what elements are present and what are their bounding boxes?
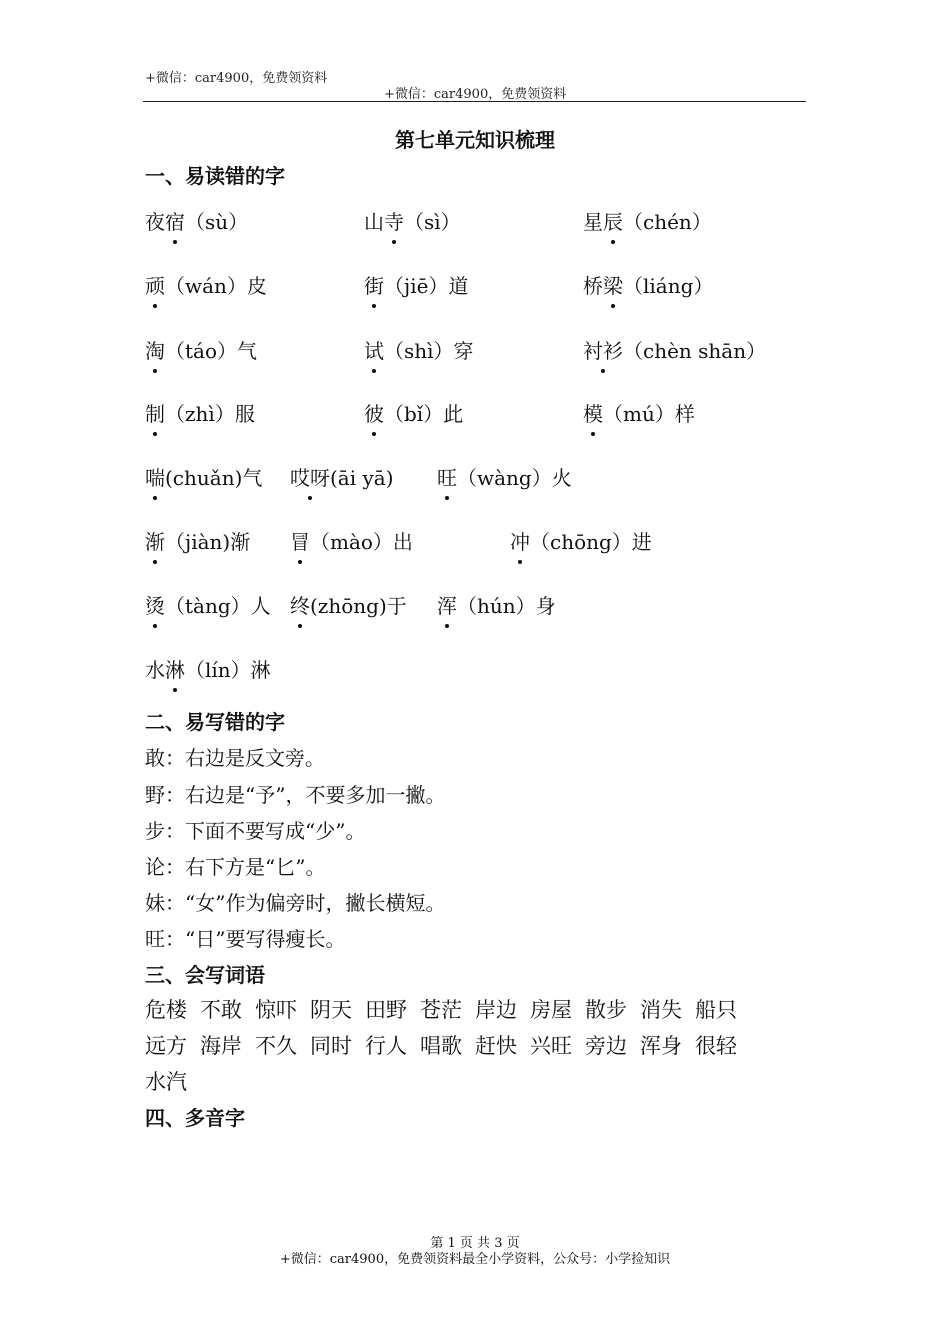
word-item: 消失 <box>640 998 682 1022</box>
word-item: 岸边 <box>475 998 517 1022</box>
section-heading-3: 三、会写词语 <box>145 963 265 987</box>
pinyin-item: 星辰（chén） <box>583 206 712 235</box>
header-divider <box>143 101 806 102</box>
word-item: 水汽 <box>145 1070 187 1094</box>
section-heading-4: 四、多音字 <box>145 1106 245 1130</box>
pinyin-item: 旺（wàng）火 <box>437 462 572 491</box>
word-item: 不敢 <box>200 998 242 1022</box>
header-watermark-left: +微信：car4900，免费领资料 <box>145 71 328 86</box>
rule-line: 妹：“女”作为偏旁时，撇长横短。 <box>145 891 446 915</box>
pinyin-item: 哎呀(āi yā) <box>290 462 394 491</box>
word-item: 赶快 <box>475 1034 517 1058</box>
word-item: 房屋 <box>530 998 572 1022</box>
rule-line: 步：下面不要写成“少”。 <box>145 819 366 843</box>
pinyin-item: 制（zhì）服 <box>145 398 255 427</box>
pinyin-item: 顽（wán）皮 <box>145 270 267 299</box>
pinyin-item: 渐（jiàn)渐 <box>145 526 250 555</box>
word-item: 唱歌 <box>420 1034 462 1058</box>
word-item: 苍茫 <box>420 998 462 1022</box>
pinyin-item: 彼（bǐ）此 <box>364 398 463 427</box>
footer-watermark: +微信：car4900，免费领资料最全小学资料，公众号：小学捡知识 <box>279 1252 671 1267</box>
word-list-line-3 <box>145 1066 200 1096</box>
header-watermark-center: +微信：car4900，免费领资料 <box>384 87 567 102</box>
pinyin-item: 浑（hún）身 <box>437 590 556 619</box>
word-item: 行人 <box>365 1034 407 1058</box>
rule-line: 野：右边是“予”，不要多加一撇。 <box>145 783 446 807</box>
pinyin-item: 桥梁（liáng） <box>583 270 713 299</box>
word-item: 远方 <box>145 1034 187 1058</box>
word-item: 兴旺 <box>530 1034 572 1058</box>
word-item: 田野 <box>365 998 407 1022</box>
section-heading-2: 二、易写错的字 <box>145 710 285 734</box>
pinyin-item: 冲（chōng）进 <box>510 526 652 555</box>
page-number: 第 1 页 共 3 页 <box>430 1236 520 1251</box>
pinyin-item: 夜宿（sù） <box>145 206 248 235</box>
word-item: 旁边 <box>585 1034 627 1058</box>
word-item: 船只 <box>695 998 737 1022</box>
rule-line: 敢：右边是反文旁。 <box>145 746 325 770</box>
section-heading-1: 一、易读错的字 <box>145 164 285 188</box>
pinyin-item: 试（shì）穿 <box>364 335 474 364</box>
rule-line: 论：右下方是“匕”。 <box>145 855 326 879</box>
word-list-line-2 <box>145 1030 750 1060</box>
word-item: 很轻 <box>695 1034 737 1058</box>
page-title: 第七单元知识梳理 <box>395 128 555 152</box>
pinyin-item: 衬衫（chèn shān） <box>583 335 766 364</box>
pinyin-item: 水淋（lín）淋 <box>145 654 271 683</box>
pinyin-item: 模（mú）样 <box>583 398 695 427</box>
word-list-line-1 <box>145 994 750 1024</box>
word-item: 浑身 <box>640 1034 682 1058</box>
word-item: 不久 <box>255 1034 297 1058</box>
pinyin-item: 终(zhōng)于 <box>290 590 407 619</box>
word-item: 海岸 <box>200 1034 242 1058</box>
pinyin-item: 街（jiē）道 <box>364 270 468 299</box>
pinyin-item: 烫（tàng）人 <box>145 590 271 619</box>
pinyin-item: 淘（táo）气 <box>145 335 257 364</box>
rule-line: 旺：“日”要写得瘦长。 <box>145 927 346 951</box>
pinyin-item: 喘(chuǎn)气 <box>145 462 262 491</box>
word-item: 危楼 <box>145 998 187 1022</box>
word-item: 散步 <box>585 998 627 1022</box>
word-item: 阴天 <box>310 998 352 1022</box>
pinyin-item: 山寺（sì） <box>364 206 461 235</box>
word-item: 惊吓 <box>255 998 297 1022</box>
word-item: 同时 <box>310 1034 352 1058</box>
pinyin-item: 冒（mào）出 <box>290 526 413 555</box>
